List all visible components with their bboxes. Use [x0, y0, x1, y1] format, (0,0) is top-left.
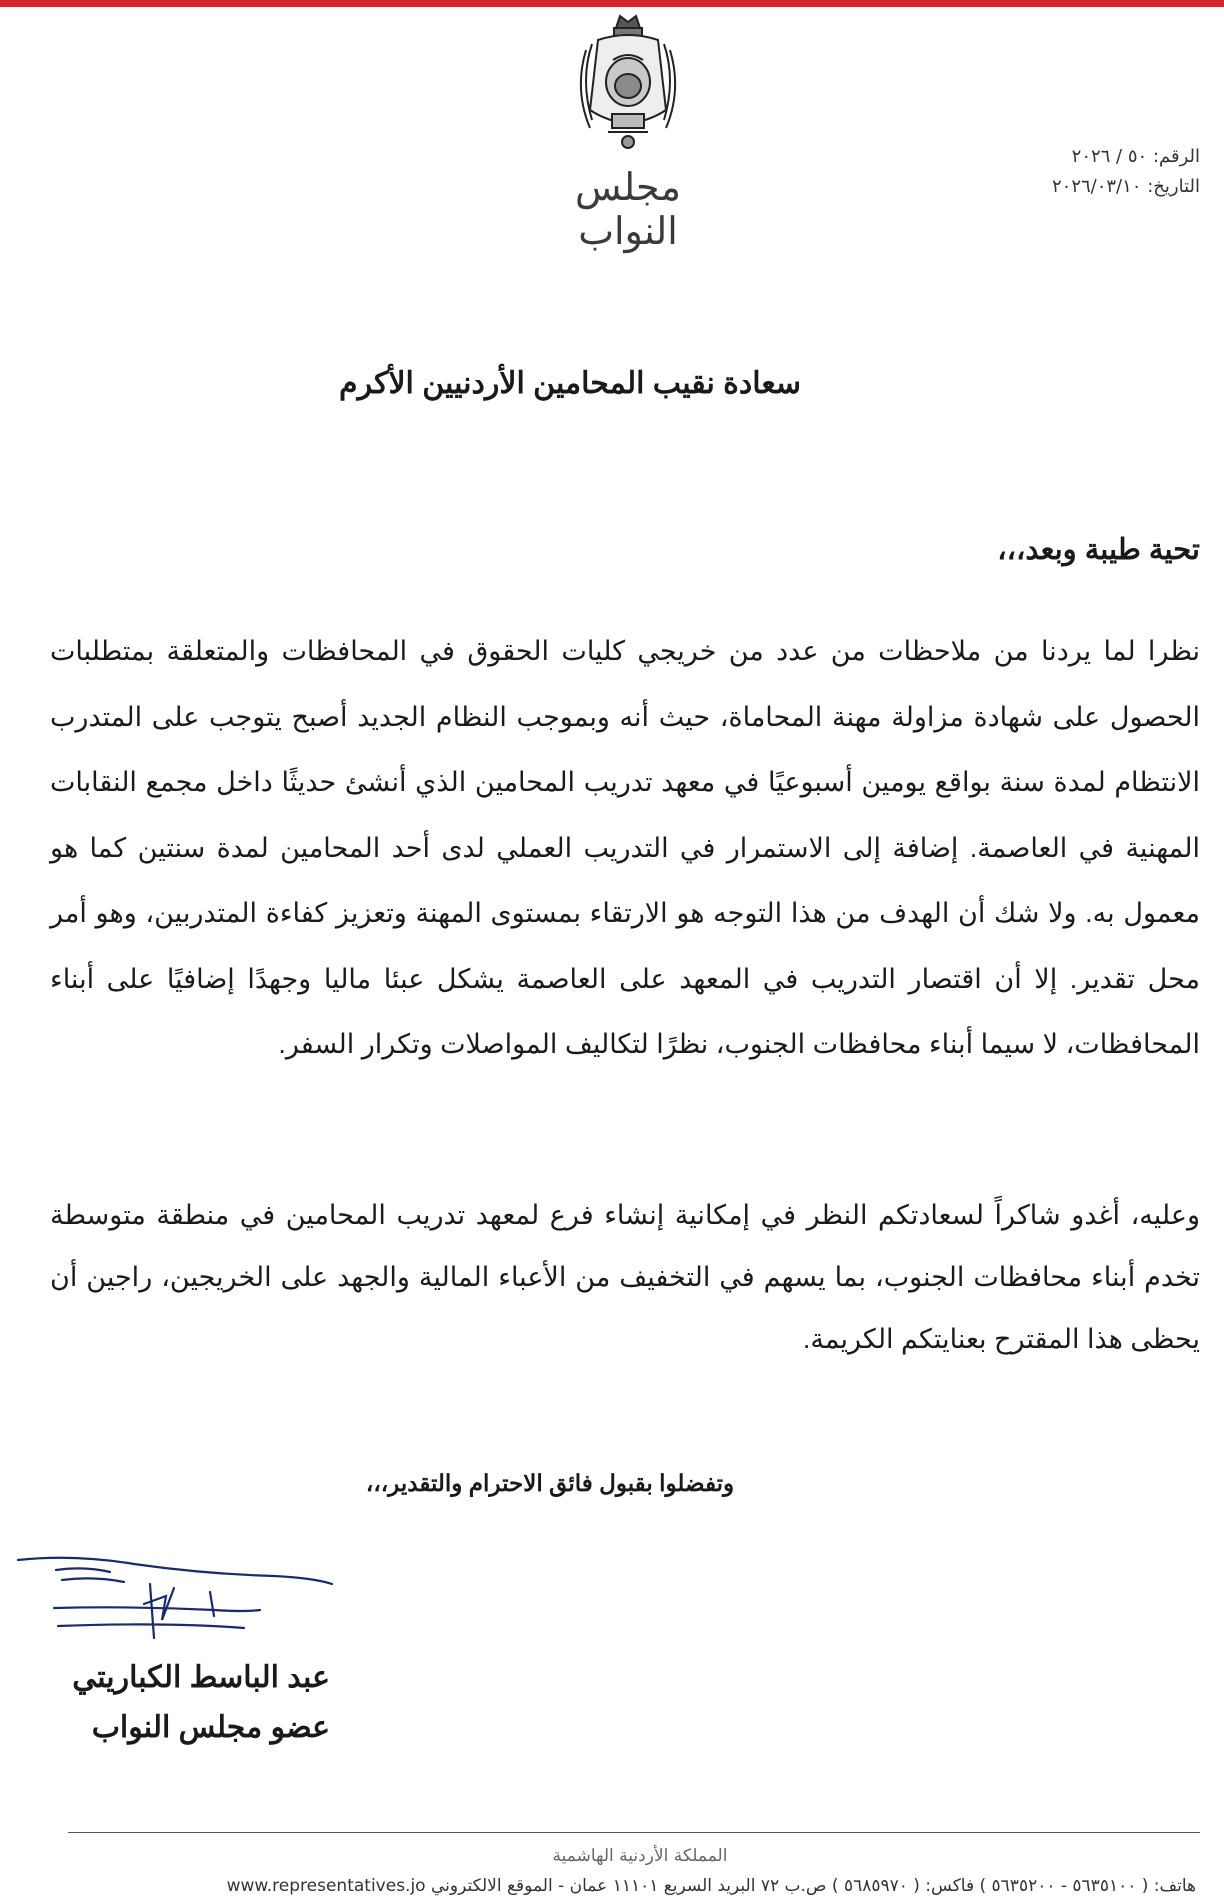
footer-divider	[68, 1832, 1200, 1833]
closing-line: وتفضلوا بقبول فائق الاحترام والتقدير،،،	[365, 1470, 735, 1496]
top-accent-bar	[0, 0, 1224, 7]
footer-kingdom-name: المملكة الأردنية الهاشمية	[552, 1846, 728, 1866]
coat-of-arms-emblem	[568, 10, 688, 160]
body-paragraph-2: وعليه، أغدو شاكراً لسعادتكم النظر في إمكانية إنشاء فرع لمعهد تدريب المحامين في منطقة متوسطة تخدم أبناء محافظات الجنوب، بما يسهم في التخفيف من الأعباء المالية والجهد على الخريجين، راجين أن يحظى هذا المقترح بعنايتكم الكريمة.	[50, 1200, 1200, 1354]
signer-block	[60, 1653, 330, 1753]
council-name-logo: مجلس النواب	[575, 165, 681, 253]
greeting: تحية طيبة وبعد،،،	[997, 534, 1200, 566]
reference-number-label: الرقم:	[1152, 146, 1200, 167]
reference-block	[1052, 142, 1200, 202]
footer-contact-info: هاتف: ( ٥٦٣٥١٠٠ - ٥٦٣٥٢٠٠ ) فاكس: ( ٥٦٨٥٩٧٠ ) ص.ب ٧٢ البريد السريع ١١١٠١ عمان - الموقع الالكتروني www.representatives.jo	[226, 1876, 1196, 1896]
handwritten-signature	[14, 1548, 334, 1668]
date-label: التاريخ:	[1147, 176, 1200, 197]
signer-title: عضو مجلس النواب	[91, 1711, 330, 1744]
reference-number-row	[1052, 142, 1200, 172]
date-row	[1052, 172, 1200, 202]
body-paragraph-1: نظرا لما يردنا من ملاحظات من عدد من خريجي كليات الحقوق في المحافظات والمتعلقة بمتطلبات الحصول على شهادة مزاولة مهنة المحاماة، حيث أنه وبموجب النظام الجديد أصبح يتوجب على المتدرب الانتظام لمدة سنة بواقع يومين أسبوعيًا في معهد تدريب المحامين الذي أنشئ حديثًا داخل مجمع النقابات المهنية في العاصمة. إضافة إلى الاستمرار في التدريب العملي لدى أحد المحامين لمدة سنتين كما هو معمول به. ولا شك أن الهدف من هذا التوجه هو الارتقاء بمستوى المهنة وتعزيز كفاءة المتدربين، وهو أمر محل تقدير. إلا أن اقتصار التدريب في المعهد على العاصمة يشكل عبئا ماليا وجهدًا إضافيًا على أبناء المحافظات، لا سيما أبناء محافظات الجنوب، نظرًا لتكاليف المواصلات وتكرار السفر.	[50, 636, 1200, 1059]
addressee-line: سعادة نقيب المحامين الأردنيين الأكرم	[339, 367, 801, 400]
reference-number: ٥٠ / ٢٠٢٦	[1071, 146, 1148, 167]
date-value: ٢٠٢٦/٠٣/١٠	[1051, 176, 1142, 197]
signer-name: عبد الباسط الكباريتي	[72, 1661, 330, 1694]
